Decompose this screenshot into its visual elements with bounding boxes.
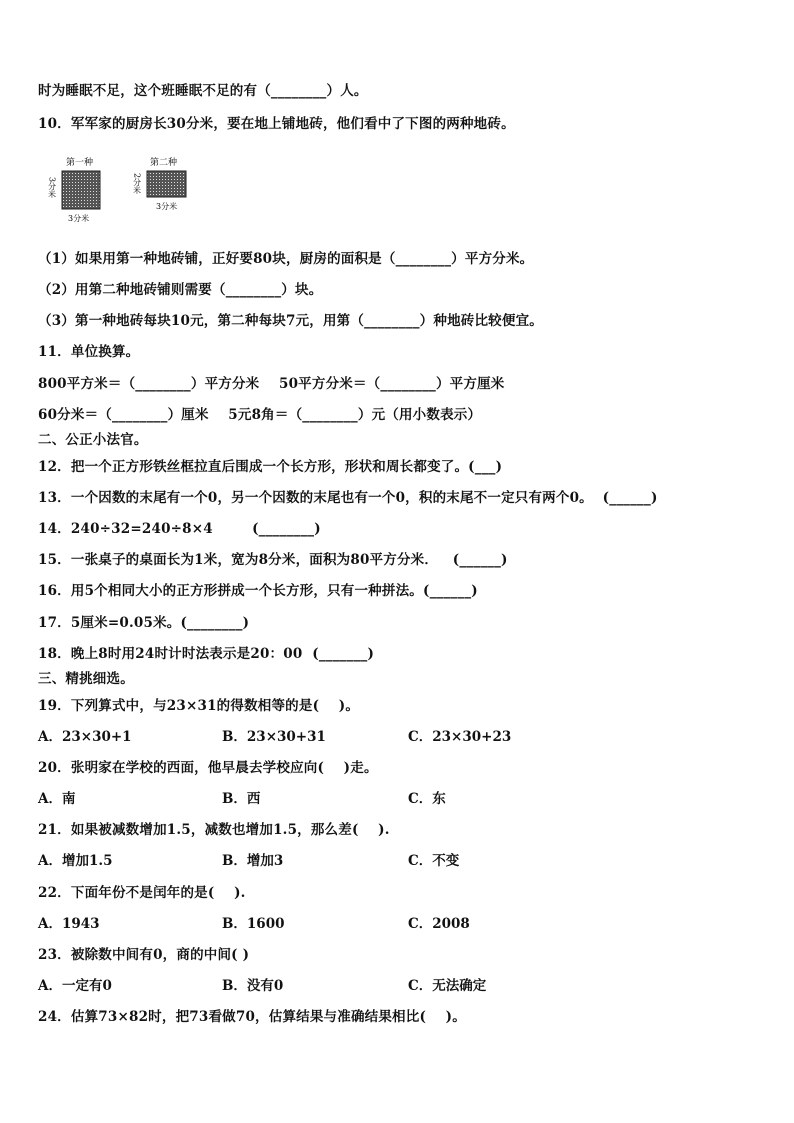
question-23: 23．被除数中间有0，商的中间( )	[38, 947, 250, 963]
question-10-part-3: （3）第一种地砖每块10元，第二种每块7元，用第（________）种地砖比较便宜。	[38, 313, 543, 329]
q19-option-a: A．23×30+1	[38, 729, 132, 745]
tile1-side-label: 3分米	[48, 177, 57, 199]
section-2-heading: 二、公正小法官。	[38, 432, 148, 448]
q19-option-b: B．23×30+31	[222, 729, 326, 745]
question-13: 13．一个因数的末尾有一个0，另一个因数的末尾也有一个0，积的末尾不一定只有两个0。 (______)	[38, 490, 658, 506]
tile1-square	[62, 171, 100, 209]
question-11-row-1: 800平方米＝（________）平方分米 50平方分米＝（________）平方厘米	[38, 376, 505, 392]
q21-option-b: B．增加3	[222, 853, 284, 869]
q22-option-a: A．1943	[38, 916, 100, 932]
question-18: 18．晚上8时用24时计时法表示是20：00 (_______)	[38, 646, 375, 662]
tile1-title: 第一种	[66, 158, 94, 168]
question-10: 10．军军家的厨房长30分米，要在地上铺地砖，他们看中了下图的两种地砖。	[38, 116, 515, 132]
question-19: 19．下列算式中，与23×31的得数相等的是( )。	[38, 698, 360, 714]
question-22: 22．下面年份不是闰年的是( ).	[38, 885, 246, 901]
question-16: 16．用5个相同大小的正方形拼成一个长方形，只有一种拼法。(______)	[38, 583, 478, 599]
section-3-heading: 三、精挑细选。	[38, 671, 134, 687]
q22-option-c: C．2008	[408, 916, 470, 932]
tile2-side-label: 2分米	[132, 173, 142, 195]
question-15: 15．一张桌子的桌面长为1米，宽为8分米，面积为80平方分米． (______)	[38, 552, 508, 568]
question-11-row-2: 60分米＝（________）厘米 5元8角＝（________）元（用小数表示）	[38, 407, 482, 423]
q21-option-a: A．增加1.5	[38, 853, 113, 869]
question-11: 11．单位换算。	[38, 344, 140, 360]
q23-option-a: A．一定有0	[38, 978, 112, 994]
tile1-bottom-label: 3分米	[68, 214, 90, 223]
question-24: 24．估算73×82时，把73看做70，估算结果与准确结果相比( )。	[38, 1009, 466, 1025]
tile2-rect	[147, 171, 186, 197]
question-17: 17．5厘米=0.05米。(________)	[38, 615, 250, 631]
q22-option-b: B．1600	[222, 916, 285, 932]
tile2-title: 第二种	[150, 158, 178, 168]
q23-option-b: B．没有0	[222, 978, 284, 994]
question-14: 14．240÷32=240÷8×4 (________)	[38, 521, 321, 537]
q23-option-c: C．无法确定	[408, 978, 487, 994]
q20-option-a: A．南	[38, 791, 76, 807]
q20-option-b: B．西	[222, 791, 261, 807]
tile2-bottom-label: 3分米	[156, 202, 178, 211]
q20-option-c: C．东	[408, 791, 446, 807]
q21-option-c: C．不变	[408, 853, 460, 869]
question-10-part-2: （2）用第二种地砖铺则需要（________）块。	[38, 282, 323, 298]
question-12: 12．把一个正方形铁丝框拉直后围成一个长方形，形状和周长都变了。(___)	[38, 459, 503, 475]
question-10-part-1: （1）如果用第一种地砖铺，正好要80块，厨房的面积是（________）平方分米。	[38, 251, 534, 267]
question-21: 21．如果被减数增加1.5，减数也增加1.5，那么差( ).	[38, 822, 390, 838]
q19-option-c: C．23×30+23	[408, 729, 512, 745]
tile-figure	[48, 155, 208, 225]
sleep-question-tail: 时为睡眠不足，这个班睡眠不足的有（________）人。	[38, 83, 368, 99]
question-20: 20．张明家在学校的西面，他早晨去学校应向( )走。	[38, 760, 378, 776]
tile-figure-svg	[48, 155, 208, 225]
